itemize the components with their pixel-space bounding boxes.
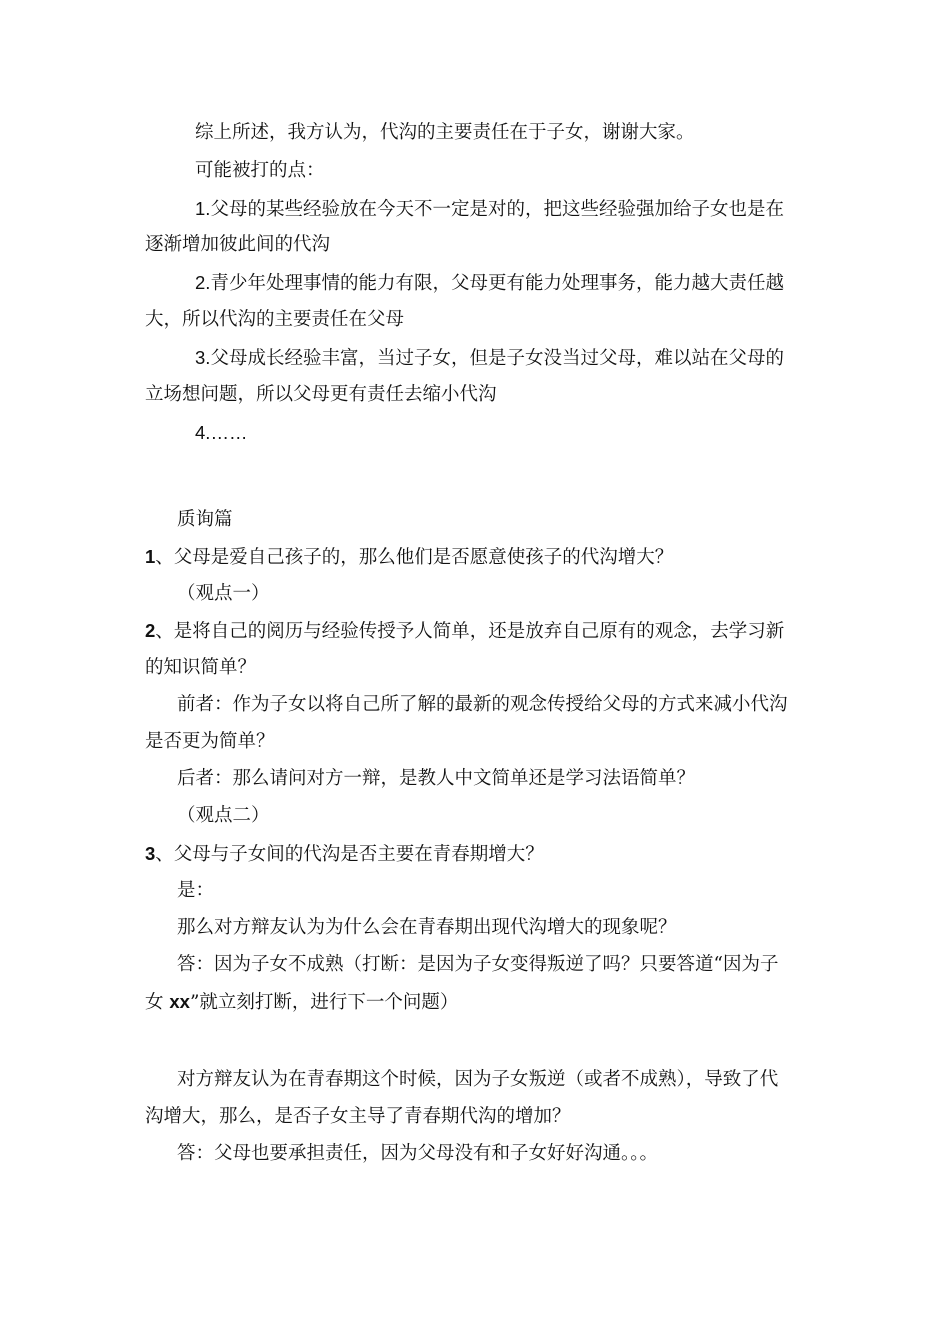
viewpoint-tag: （观点二） <box>177 805 270 826</box>
followup-paragraph: 对方辩友认为在青春期这个时候，因为子女叛逆（或者不成熟），导致了代 <box>177 1069 779 1090</box>
question-number: 3 <box>145 843 156 864</box>
point-text-continued: 逐渐增加彼此间的代沟 <box>145 234 331 255</box>
final-answer: 答：父母也要承担责任，因为父母没有和子女好好沟通。。。 <box>177 1143 659 1164</box>
viewpoint-tag: （观点一） <box>177 583 270 604</box>
point-number: 2. <box>195 272 211 293</box>
followup-question: 那么对方辩友认为为什么会在青春期出现代沟增大的现象呢？ <box>177 917 677 938</box>
former-option-continued: 是否更为简单？ <box>145 731 275 752</box>
point-number: 4. <box>195 422 211 443</box>
section-heading: 质询篇 <box>177 509 233 530</box>
answer-text-continued: 女 xx”就立刻打断，进行下一个问题） <box>145 991 459 1013</box>
point-number: 1. <box>195 198 211 219</box>
question-number: 1 <box>145 546 156 567</box>
point-text: 父母的某些经验放在今天不一定是对的，把这些经验强加给子女也是在 <box>210 199 784 220</box>
weak-points-heading: 可能被打的点： <box>195 160 325 181</box>
question-text: 、是将自己的阅历与经验传授予人简单，还是放弃自己原有的观念，去学习新 <box>155 621 785 642</box>
point-number: 3. <box>195 347 211 368</box>
point-text-continued: 大，所以代沟的主要责任在父母 <box>145 309 405 330</box>
yes-answer: 是： <box>177 880 215 901</box>
question-text-continued: 的知识简单？ <box>145 657 257 678</box>
conclusion-text: 综上所述，我方认为，代沟的主要责任在于子女，谢谢大家。 <box>195 122 695 143</box>
followup-paragraph-continued: 沟增大，那么，是否子女主导了青春期代沟的增加？ <box>145 1106 571 1127</box>
point-text: 青少年处理事情的能力有限，父母更有能力处理事务，能力越大责任越 <box>210 273 784 294</box>
point-text-continued: 立场想问题，所以父母更有责任去缩小代沟 <box>145 384 497 405</box>
latter-option: 后者：那么请问对方一辩，是教人中文简单还是学习法语简单？ <box>177 768 696 789</box>
question-number: 2 <box>145 620 156 641</box>
answer-text: 答：因为子女不成熟（打断：是因为子女变得叛逆了吗？只要答道“因为子 <box>177 954 779 975</box>
former-option: 前者：作为子女以将自己所了解的最新的观念传授给父母的方式来减小代沟 <box>177 694 788 715</box>
placeholder-xx: xx <box>169 991 190 1012</box>
question-text: 、父母与子女间的代沟是否主要在青春期增大？ <box>155 844 544 865</box>
question-text: 、父母是爱自己孩子的，那么他们是否愿意使孩子的代沟增大？ <box>155 547 674 568</box>
point-text: 父母成长经验丰富，当过子女，但是子女没当过父母，难以站在父母的 <box>210 348 784 369</box>
point-text: …… <box>210 422 248 443</box>
